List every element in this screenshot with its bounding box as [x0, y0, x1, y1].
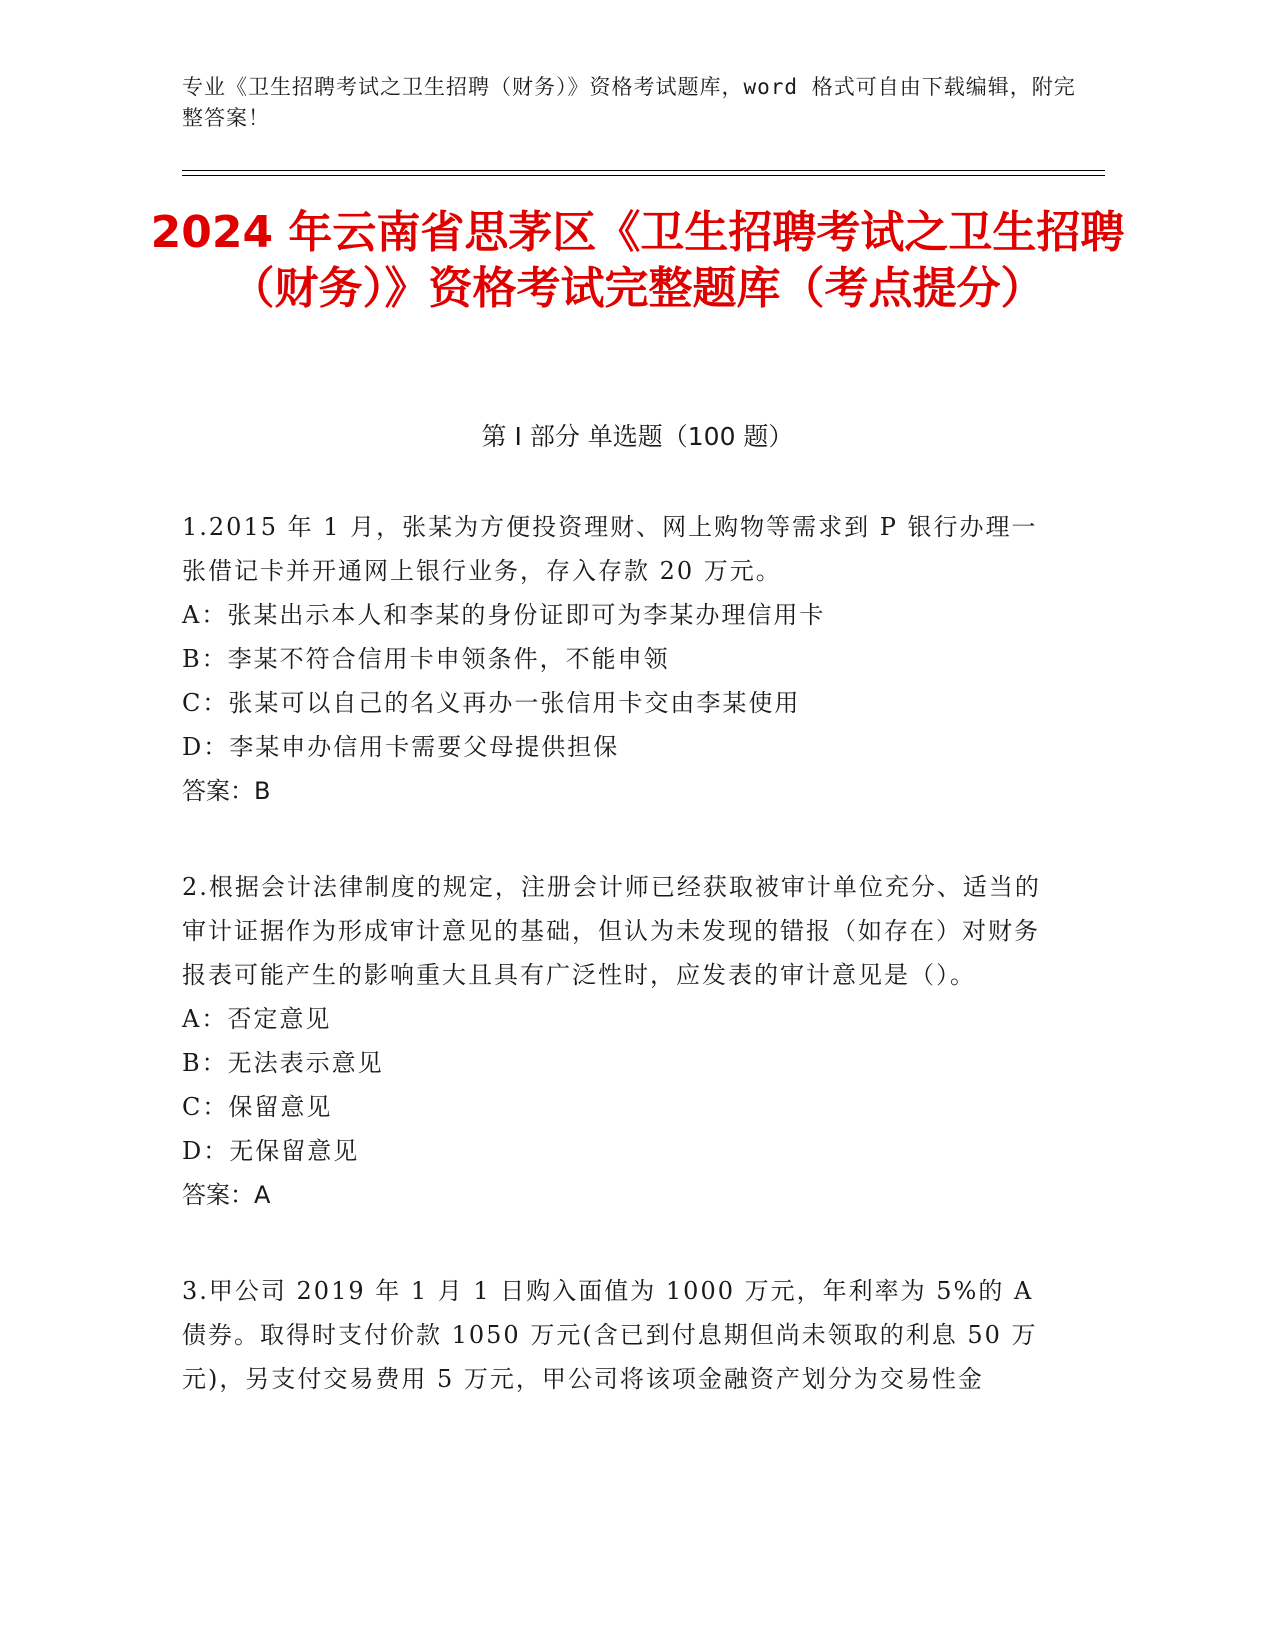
question-3	[182, 1269, 1062, 1401]
option-c: C：保留意见	[182, 1093, 333, 1121]
option-c: C：张某可以自己的名义再办一张信用卡交由李某使用	[182, 689, 801, 717]
section-heading: 第 I 部分 单选题（100 题）	[481, 422, 794, 451]
question-list	[182, 505, 1062, 1453]
header-divider	[182, 170, 1105, 176]
option-d: D：李某申办信用卡需要父母提供担保	[182, 733, 620, 761]
option-d: D：无保留意见	[182, 1137, 360, 1165]
question-2	[182, 865, 1062, 1217]
question-stem: 1.2015 年 1 月，张某为方便投资理财、网上购物等需求到 P 银行办理一张借记卡并开通网上银行业务，存入存款 20 万元。	[182, 513, 1038, 585]
option-b: B：无法表示意见	[182, 1049, 384, 1077]
option-b: B：李某不符合信用卡申领条件，不能申领	[182, 645, 670, 673]
document-title: 2024 年云南省思茅区《卫生招聘考试之卫生招聘（财务）》资格考试完整题库（考点提分）	[150, 207, 1125, 314]
answer-line: 答案：B	[182, 777, 271, 805]
question-stem: 3.甲公司 2019 年 1 月 1 日购入面值为 1000 万元，年利率为 5%的 A 债券。取得时支付价款 1050 万元(含已到付息期但尚未领取的利息 50 万元)，另支付交易费用 5 万元，甲公司将该项金融资产划分为交易性金	[182, 1277, 1038, 1393]
option-a: A：张某出示本人和李某的身份证即可为李某办理信用卡	[182, 601, 826, 629]
header-note: 专业《卫生招聘考试之卫生招聘（财务）》资格考试题库，word 格式可自由下载编辑，附完整答案！	[182, 75, 1076, 130]
question-stem: 2.根据会计法律制度的规定，注册会计师已经获取被审计单位充分、适当的审计证据作为形成审计意见的基础，但认为未发现的错报（如存在）对财务报表可能产生的影响重大且具有广泛性时，应发表的审计意见是（）。	[182, 873, 1041, 989]
answer-line: 答案：A	[182, 1181, 271, 1209]
question-1	[182, 505, 1062, 813]
option-a: A：否定意见	[182, 1005, 332, 1033]
